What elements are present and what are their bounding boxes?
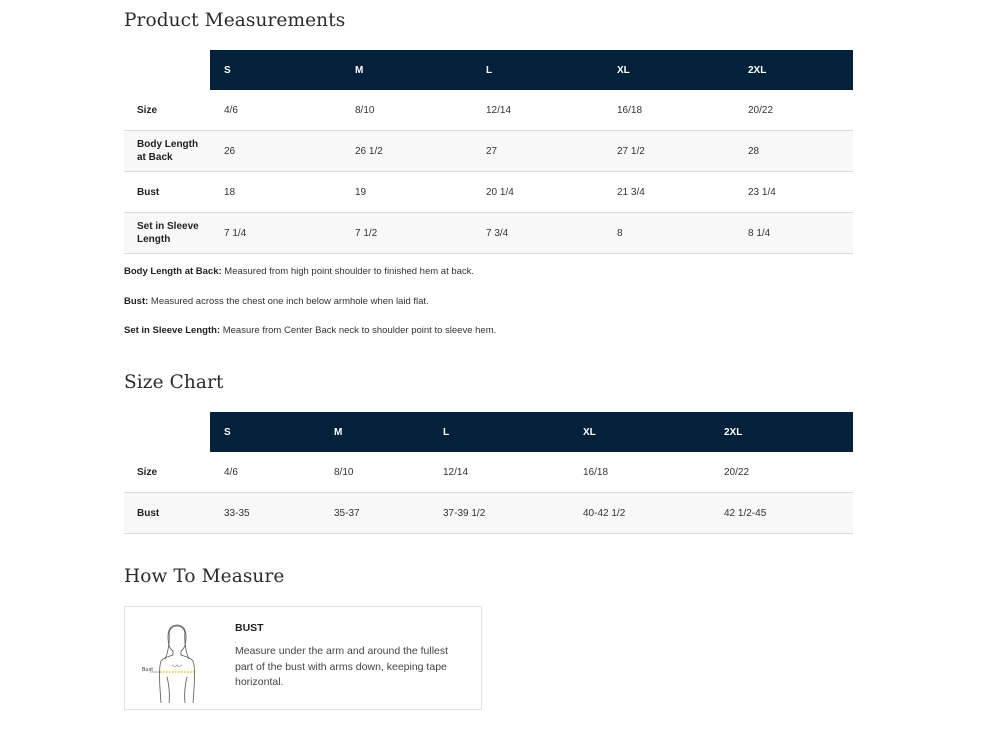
table-header-row <box>124 50 853 90</box>
table-cell: 16/18 <box>603 90 734 131</box>
col-header-m: M <box>341 50 472 90</box>
table-cell: 4/6 <box>210 452 320 493</box>
table-cell: 12/14 <box>429 452 569 493</box>
table-cell: 42 1/2-45 <box>710 493 853 534</box>
table-row-bust <box>124 493 853 534</box>
table-row-sleeve-length <box>124 213 853 254</box>
table-cell: 16/18 <box>569 452 710 493</box>
col-header-xl: XL <box>569 412 710 452</box>
table-cell: 4/6 <box>210 90 341 131</box>
table-cell: 18 <box>210 172 341 213</box>
product-measurements-table <box>124 50 853 254</box>
measurement-notes <box>124 267 496 356</box>
table-cell: 40-42 1/2 <box>569 493 710 534</box>
col-header-s: S <box>210 50 341 90</box>
card-title: BUST <box>235 622 264 634</box>
col-header-m: M <box>320 412 429 452</box>
note-term: Set in Sleeve Length: <box>124 325 221 336</box>
card-description: Measure under the arm and around the fullest part of the bust with arms down, keeping tape horizontal. <box>235 645 449 688</box>
table-cell: 8/10 <box>341 90 472 131</box>
product-measurements-title: Product Measurements <box>124 10 346 31</box>
note-bust <box>124 297 496 307</box>
figure-label: Bust <box>142 667 154 673</box>
row-label-text: Body Length at Back <box>137 139 199 163</box>
note-term: Body Length at Back: <box>124 266 222 277</box>
table-cell: 8 1/4 <box>734 213 853 254</box>
table-cell: 21 3/4 <box>603 172 734 213</box>
row-label: Bust <box>124 493 210 534</box>
row-label: Size <box>124 90 210 131</box>
row-label <box>124 213 210 254</box>
table-row-size <box>124 452 853 493</box>
table-row-bust <box>124 172 853 213</box>
table-row-body-length <box>124 131 853 172</box>
row-label: Bust <box>124 172 210 213</box>
col-header-l: L <box>429 412 569 452</box>
col-header-s: S <box>210 412 320 452</box>
header-corner <box>124 50 210 90</box>
note-body-length <box>124 267 496 277</box>
table-cell: 8/10 <box>320 452 429 493</box>
table-cell: 33-35 <box>210 493 320 534</box>
how-to-measure-title: How To Measure <box>124 566 285 587</box>
table-cell: 7 1/4 <box>210 213 341 254</box>
table-cell: 7 1/2 <box>341 213 472 254</box>
table-cell: 20 1/4 <box>472 172 603 213</box>
col-header-2xl: 2XL <box>734 50 853 90</box>
col-header-2xl: 2XL <box>710 412 853 452</box>
table-cell: 37-39 1/2 <box>429 493 569 534</box>
note-text: Measured across the chest one inch below armhole when laid flat. <box>148 295 429 307</box>
bust-measure-figure <box>140 619 215 703</box>
note-sleeve-length <box>124 326 496 336</box>
table-cell: 26 1/2 <box>341 131 472 172</box>
table-cell: 27 <box>472 131 603 172</box>
table-cell: 27 1/2 <box>603 131 734 172</box>
col-header-l: L <box>472 50 603 90</box>
table-cell: 20/22 <box>710 452 853 493</box>
row-label <box>124 131 210 172</box>
table-cell: 12/14 <box>472 90 603 131</box>
table-cell: 19 <box>341 172 472 213</box>
row-label-text: Set in Sleeve Length <box>137 221 199 245</box>
table-cell: 8 <box>603 213 734 254</box>
table-cell: 35-37 <box>320 493 429 534</box>
bust-measure-card <box>124 606 482 710</box>
size-chart-title: Size Chart <box>124 372 224 393</box>
table-cell: 26 <box>210 131 341 172</box>
size-chart-table <box>124 412 853 534</box>
note-text: Measure from Center Back neck to shoulder point to sleeve hem. <box>220 325 497 336</box>
table-cell: 7 3/4 <box>472 213 603 254</box>
col-header-xl: XL <box>603 50 734 90</box>
table-header-row <box>124 412 853 452</box>
note-term: Bust: <box>124 295 149 307</box>
table-row-size <box>124 90 853 131</box>
header-corner <box>124 412 210 452</box>
row-label: Size <box>124 452 210 493</box>
table-cell: 20/22 <box>734 90 853 131</box>
table-cell: 23 1/4 <box>734 172 853 213</box>
table-cell: 28 <box>734 131 853 172</box>
note-text: Measured from high point shoulder to finished hem at back. <box>221 266 475 277</box>
